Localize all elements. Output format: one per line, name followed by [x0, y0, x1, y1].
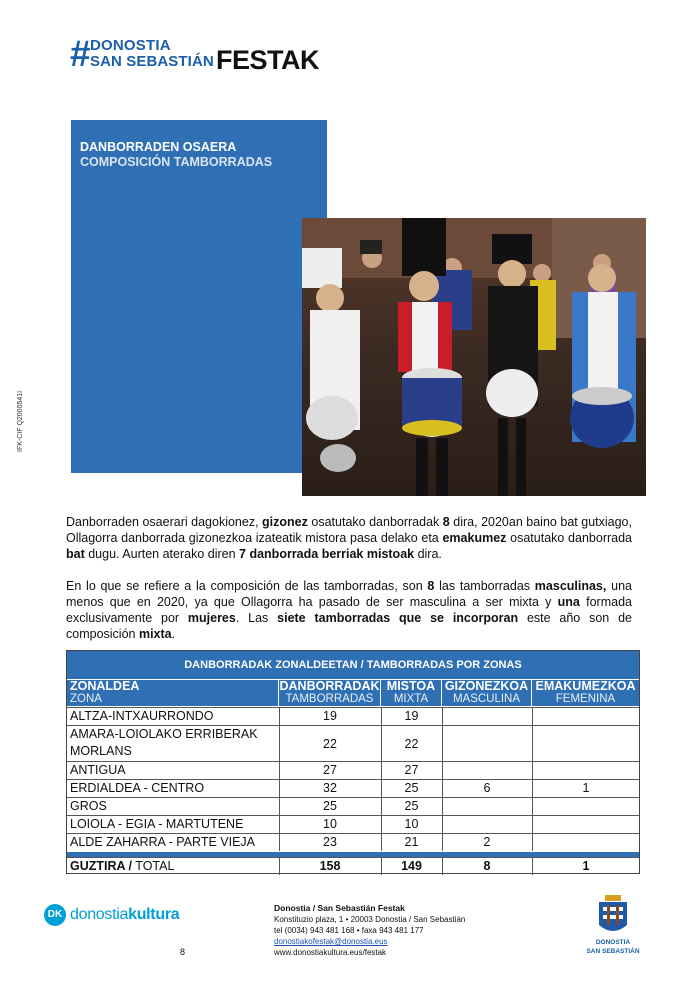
column-header-masculina	[442, 680, 531, 706]
text-run: osatutako danborradak	[307, 515, 443, 529]
dk-wordmark-b: kultura	[128, 906, 180, 923]
column-header-mixta-eu: MISTOA	[386, 679, 436, 693]
text-run: . Las	[235, 611, 278, 625]
total-label-eu: GUZTIRA /	[70, 859, 133, 873]
value-cell	[532, 708, 639, 725]
text-run: bat	[66, 547, 85, 561]
column-header-zone-es: ZONA	[70, 693, 102, 705]
value-cell	[442, 816, 531, 833]
value-cell: 27	[381, 762, 441, 779]
value-cell: 25	[381, 798, 441, 815]
value-cell	[532, 816, 639, 833]
value-cell	[532, 762, 639, 779]
zone-cell: ALTZA-INTXAURRONDO	[70, 709, 214, 723]
column-header-tamborradas-eu: DANBORRADAK	[279, 679, 380, 693]
column-header-masculina-es: MASCULINA	[452, 693, 521, 705]
dk-mark-icon: DK	[44, 904, 66, 926]
shield-icon	[583, 895, 643, 939]
text-run: las tamborradas	[434, 579, 535, 593]
logo-hash: #	[70, 33, 91, 74]
column-header-femenina-eu: EMAKUMEZKOA	[535, 679, 636, 693]
table-row	[67, 797, 639, 815]
title-spanish: COMPOSICIÓN TAMBORRADAS	[80, 155, 273, 169]
zone-cell: ERDIALDEA - CENTRO	[70, 781, 205, 795]
column-header-tamborradas	[279, 680, 380, 706]
city-shield	[583, 895, 643, 965]
text-run: dira.	[414, 547, 442, 561]
value-cell: 23	[279, 834, 380, 851]
text-run: una menos que en 2020, ya que Ollagorra ha pasado de ser masculina a ser mixta y	[66, 579, 632, 609]
value-cell: 1	[532, 780, 639, 797]
title-box	[71, 120, 327, 473]
text-run: mujeres	[187, 611, 236, 625]
total-value-cell: 149	[381, 858, 441, 875]
text-run: una	[557, 595, 580, 609]
value-cell: 21	[381, 834, 441, 851]
column-header-tamborradas-es: TAMBORRADAS	[285, 693, 374, 705]
value-cell: 6	[442, 780, 531, 797]
text-run: dugu. Aurten aterako diren	[84, 547, 240, 561]
value-cell: 25	[279, 798, 380, 815]
column-header-femenina-es: FEMENINA	[555, 693, 616, 705]
text-run: En lo que se refiere a la composición de las tamborradas, son	[66, 579, 428, 593]
zone-cell: AMARA-LOIOLAKO ERRIBERAK MORLANS	[70, 727, 258, 758]
side-code: IFK-CIF Q2000541I	[17, 390, 24, 452]
zone-cell: GROS	[70, 799, 107, 813]
text-run: mixta	[138, 627, 172, 641]
text-run: emakumez	[442, 531, 507, 545]
dk-wordmark	[70, 906, 179, 924]
festak-logo	[70, 33, 319, 75]
value-cell	[532, 726, 639, 761]
value-cell	[442, 708, 531, 725]
text-run: gizonez	[262, 515, 308, 529]
text-run: .	[171, 627, 176, 641]
value-cell: 22	[381, 726, 441, 761]
zone-cell: ANTIGUA	[70, 763, 126, 777]
footer-address: Konstituzio plaza, 1 • 20003 Donostia / San Sebastián	[274, 915, 466, 924]
text-run: 8	[427, 579, 435, 593]
value-cell: 32	[279, 780, 380, 797]
text-run: formada exclusivamente por	[66, 595, 632, 625]
value-cell: 2	[442, 834, 531, 851]
logo-line-san-sebastian: SAN SEBASTIÁN	[90, 53, 214, 70]
logo-line-donostia: DONOSTIA	[90, 37, 171, 54]
value-cell: 19	[381, 708, 441, 725]
donostiakultura-logo	[44, 904, 194, 928]
value-cell	[532, 798, 639, 815]
table-row	[67, 707, 639, 725]
footer-contact	[274, 903, 534, 958]
text-run: 8	[442, 515, 450, 529]
table-row	[67, 761, 639, 779]
footer-web-link[interactable]: www.donostiakultura.eus/festak	[274, 948, 387, 957]
table-total-row	[67, 857, 639, 875]
title-basque: DANBORRADEN OSAERA	[80, 140, 237, 154]
text-run: siete tamborradas que se incorporan	[277, 611, 519, 625]
value-cell: 10	[279, 816, 380, 833]
text-run: este año son de composición	[66, 611, 632, 641]
footer-email-link[interactable]: donostiakofestak@donostia.eus	[274, 937, 388, 946]
value-cell	[442, 726, 531, 761]
shield-caption-2: SAN SEBASTIÁN	[586, 948, 640, 955]
table-row	[67, 725, 639, 761]
zone-cell: LOIOLA - EGIA - MARTUTENE	[70, 817, 244, 831]
table-row	[67, 833, 639, 851]
value-cell	[442, 762, 531, 779]
zone-cell: ALDE ZAHARRA - PARTE VIEJA	[70, 835, 256, 849]
value-cell	[442, 798, 531, 815]
paragraph-basque	[66, 514, 632, 562]
value-cell: 27	[279, 762, 380, 779]
total-value-cell: 8	[442, 858, 531, 875]
total-label	[67, 858, 278, 875]
table-row	[67, 779, 639, 797]
value-cell	[532, 834, 639, 851]
total-value-cell: 1	[532, 858, 639, 875]
footer-org: Donostia / San Sebastián Festak	[274, 903, 405, 913]
footer-phone: tel (0034) 943 481 168 • faxa 943 481 177	[274, 926, 424, 935]
dk-wordmark-a: donostia	[70, 906, 129, 923]
value-cell: 25	[381, 780, 441, 797]
total-value-cell: 158	[279, 858, 380, 875]
tamborrada-photo-illustration	[302, 218, 646, 496]
column-header-femenina	[532, 680, 639, 706]
column-header-masculina-eu: GIZONEZKOA	[444, 679, 529, 693]
tamborrada-photo	[302, 218, 646, 496]
column-header-zone	[67, 680, 278, 706]
column-header-mixta	[381, 680, 441, 706]
shield-caption-1: DONOSTIA	[595, 939, 631, 946]
page-number: 8	[180, 947, 186, 957]
table-title: DANBORRADAK ZONALDEETAN / TAMBORRADAS POR ZONAS	[67, 651, 639, 679]
text-run: Danborraden osaerari dagokionez,	[66, 515, 263, 529]
column-header-zone-eu: ZONALDEA	[70, 679, 140, 693]
text-run: osatutako danborrada	[506, 531, 633, 545]
total-label-es: TOTAL	[132, 859, 175, 873]
column-header-mixta-es: MIXTA	[393, 693, 429, 705]
text-run: masculinas,	[534, 579, 607, 593]
value-cell: 10	[381, 816, 441, 833]
paragraph-spanish	[66, 578, 632, 642]
logo-line-festak: FESTAK	[216, 45, 319, 75]
table-row	[67, 815, 639, 833]
value-cell: 22	[279, 726, 380, 761]
text-run: dira, 2020an baino bat gutxiago, Ollagorra danborrada gizonezkoa izateatik mistora pasa delako eta	[66, 515, 632, 545]
text-run: 7 danborrada berriak mistoak	[239, 547, 415, 561]
tamborradas-table	[66, 650, 640, 874]
value-cell: 19	[279, 708, 380, 725]
